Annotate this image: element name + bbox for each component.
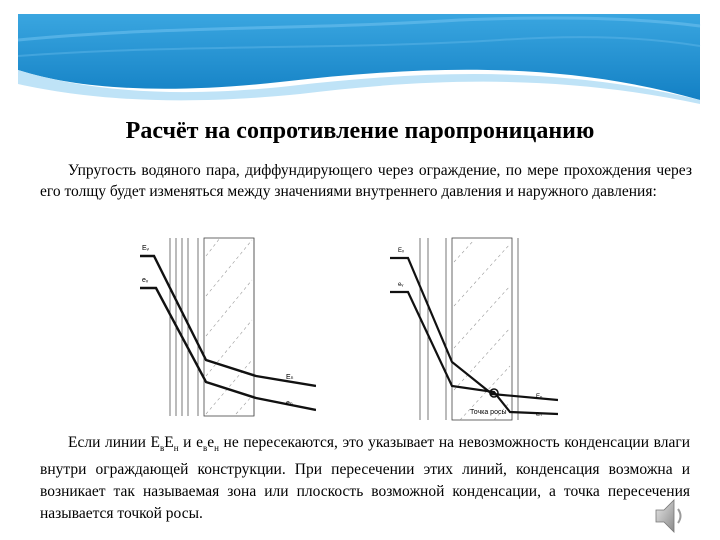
wall-hatching: [206, 238, 252, 414]
label-Ev-right: Eᵥ: [398, 248, 404, 254]
conclusion-sub-4: н: [214, 443, 219, 454]
conclusion-paragraph: [40, 432, 690, 525]
wall-hatching-right: [454, 240, 510, 420]
label-en-left: eₙ: [286, 400, 293, 407]
label-Ev-left: Eᵥ: [142, 245, 149, 252]
label-ev-left: eᵥ: [142, 277, 149, 284]
label-ev-right: eᵥ: [398, 282, 404, 288]
label-en-right: eₙ: [536, 412, 542, 418]
conclusion-text-5: не пересекаются, это указывает на невозможность конденсации влаги внутри ограждающей конструкции. При пересечении этих линий, конденсация возможна и возникает так называемая зона или плоскость возможной конденсации, а точка пересечения называется точкой росы.: [40, 434, 690, 523]
line-E-right: [390, 258, 558, 400]
conclusion-sub-1: в: [160, 443, 165, 454]
header-wave-banner: [0, 0, 720, 120]
dew-point-label: Точка росы: [470, 409, 507, 416]
conclusion-text-4: e: [207, 434, 215, 451]
intro-paragraph: Упругость водяного пара, диффундирующего через ограждение, по мере прохождения через его толщу будет изменяться между значениями внутреннего давления и наружного давления:: [40, 162, 692, 200]
conclusion-text-1: Если линии Е: [68, 434, 160, 451]
line-E-left: [140, 256, 316, 386]
label-En-right: Eₙ: [536, 394, 543, 400]
label-En-left: Eₙ: [286, 374, 294, 381]
wall-layers-right: [420, 238, 518, 420]
conclusion-text-3: и e: [178, 434, 203, 451]
diagram-no-intersection: [140, 236, 316, 420]
wall-layers: [170, 238, 254, 416]
line-e-right: [390, 292, 558, 414]
speaker-icon[interactable]: [652, 496, 688, 536]
conclusion-sub-2: н: [173, 443, 179, 454]
conclusion-sub-3: в: [202, 443, 208, 454]
diagram-with-dew-point: [390, 236, 558, 422]
line-e-left: [140, 288, 316, 410]
slide-title: Расчёт на сопротивление паропроницанию: [125, 118, 595, 144]
conclusion-text-2: Е: [164, 434, 174, 451]
